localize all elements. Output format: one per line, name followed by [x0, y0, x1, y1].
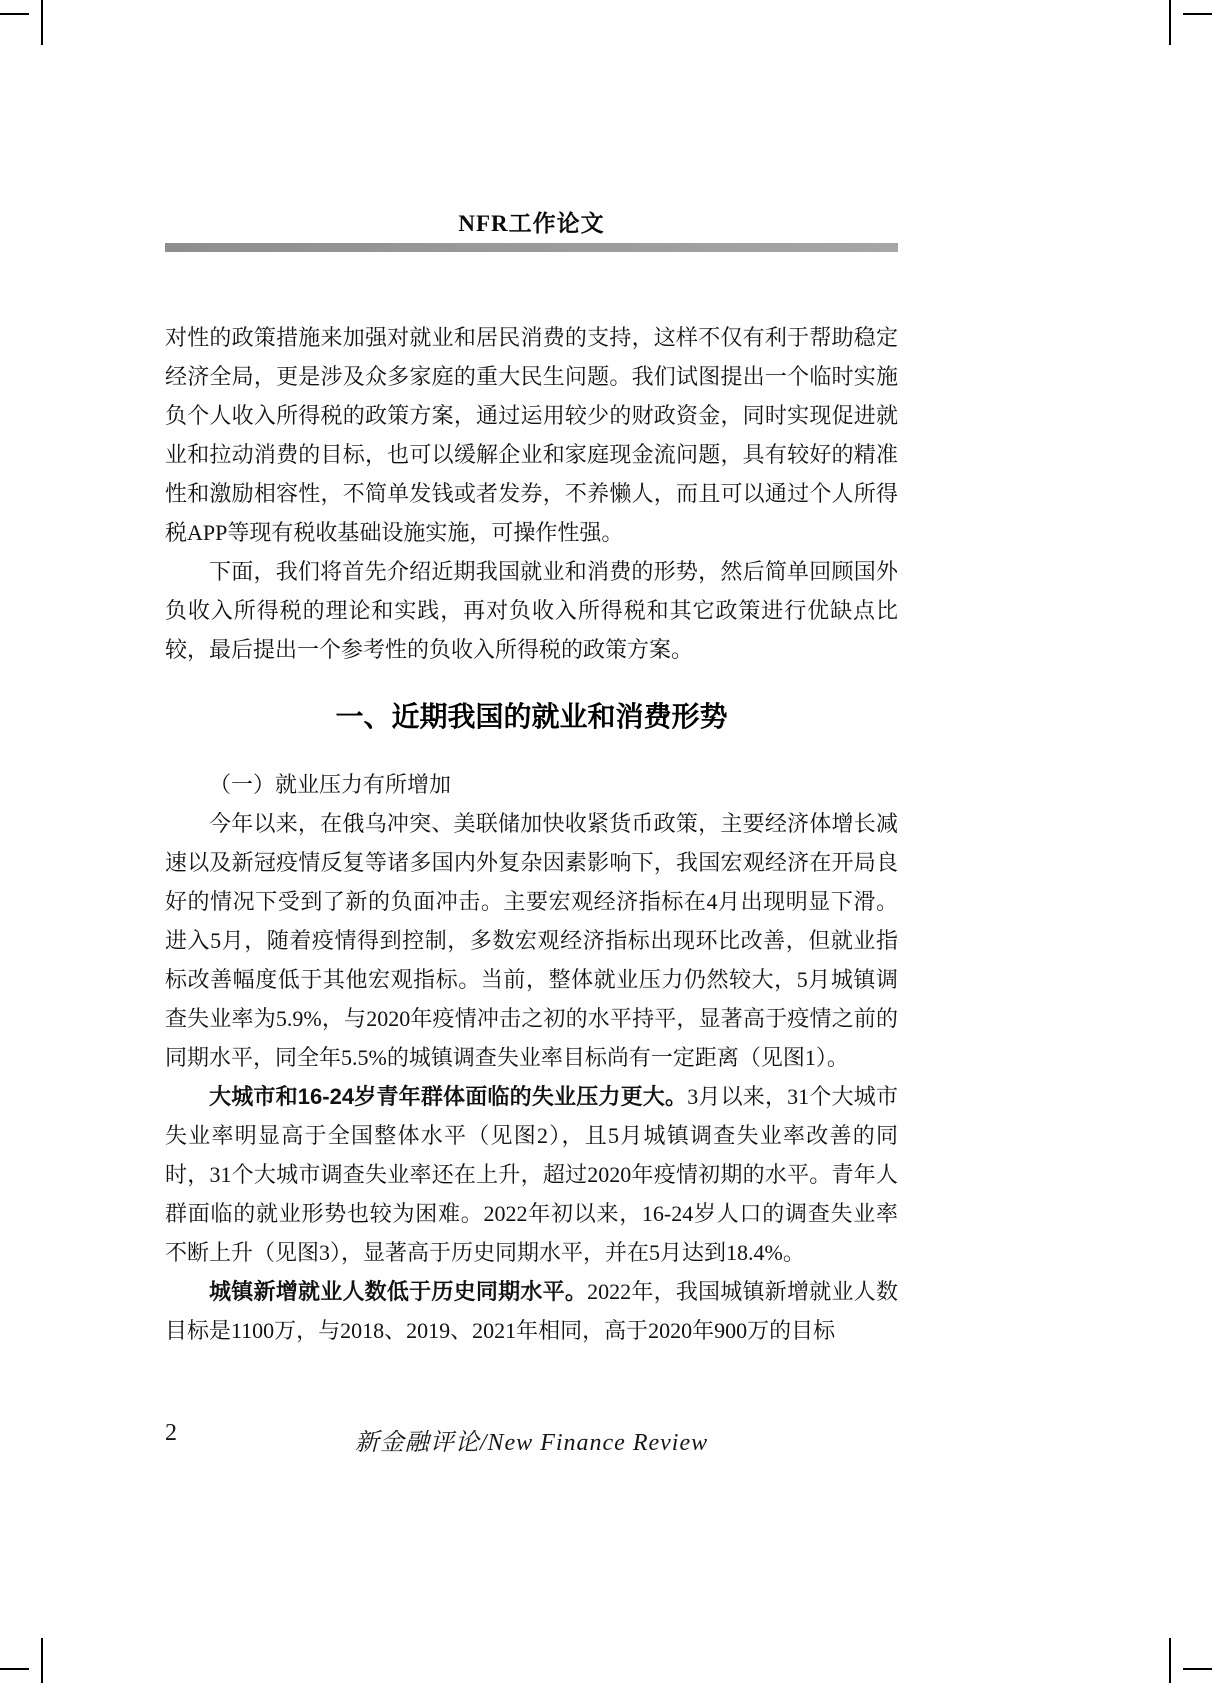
crop-mark-top-right-horizontal	[1183, 13, 1212, 15]
crop-mark-bottom-left-vertical	[41, 1638, 43, 1683]
paragraph-youth-unemployment	[165, 1077, 898, 1272]
paragraph-continuation: 对性的政策措施来加强对就业和居民消费的支持，这样不仅有利于帮助稳定经济全局，更是涉及众多家庭的重大民生问题。我们试图提出一个临时实施负个人收入所得税的政策方案，通过运用较少的财政资金，同时实现促进就业和拉动消费的目标，也可以缓解企业和家庭现金流问题，具有较好的精准性和激励相容性，不简单发钱或者发券，不养懒人，而且可以通过个人所得税APP等现有税收基础设施实施，可操作性强。	[165, 325, 898, 545]
crop-mark-bottom-left-horizontal	[0, 1668, 29, 1670]
crop-mark-top-right-vertical	[1169, 0, 1171, 45]
paragraph-macro-situation: 今年以来，在俄乌冲突、美联储加快收紧货币政策，主要经济体增长减速以及新冠疫情反复等诸多国内外复杂因素影响下，我国宏观经济在开局良好的情况下受到了新的负面冲击。主要宏观经济指标在4月出现明显下滑。进入5月，随着疫情得到控制，多数宏观经济指标出现环比改善，但就业指标改善幅度低于其他宏观指标。当前，整体就业压力仍然较大，5月城镇调查失业率为5.9%，与2020年疫情冲击之初的水平持平，显著高于疫情之前的同期水平，同全年5.5%的城镇调查失业率目标尚有一定距离（见图1）。	[165, 811, 898, 1070]
running-header-title: NFR工作论文	[458, 211, 605, 236]
header-rule	[165, 243, 898, 252]
paragraph-outline: 下面，我们将首先介绍近期我国就业和消费的形势，然后简单回顾国外负收入所得税的理论和实践，再对负收入所得税和其它政策进行优缺点比较，最后提出一个参考性的负收入所得税的政策方案。	[165, 559, 898, 662]
paragraph-youth-unemployment-bold-lead: 大城市和16-24岁青年群体面临的失业压力更大。	[209, 1084, 688, 1109]
body-text-column	[165, 318, 898, 1350]
paragraph-new-urban-jobs-text: 2022年，我国城镇新增就业人数目标是1100万，与2018、2019、2021年相同，高于2020年900万的目标	[165, 1279, 898, 1343]
section-1-heading: 一、近期我国的就业和消费形势	[335, 701, 728, 732]
subsection-1-heading: （一）就业压力有所增加	[209, 772, 452, 797]
footer-page-number: 2	[165, 1420, 177, 1446]
paragraph-youth-unemployment-text: 3月以来，31个大城市失业率明显高于全国整体水平（见图2），且5月城镇调查失业率改善的同时，31个大城市调查失业率还在上升，超过2020年疫情初期的水平。青年人群面临的就业形势也较为困难。2022年初以来，16-24岁人口的调查失业率不断上升（见图3），显著高于历史同期水平，并在5月达到18.4%。	[165, 1084, 898, 1265]
crop-mark-bottom-right-vertical	[1169, 1638, 1171, 1683]
crop-mark-top-left-horizontal	[0, 13, 29, 15]
footer-journal-title: 新金融评论/New Finance Review	[354, 1430, 709, 1456]
paragraph-new-urban-jobs-bold-lead: 城镇新增就业人数低于历史同期水平。	[209, 1279, 588, 1304]
crop-mark-bottom-right-horizontal	[1183, 1668, 1212, 1670]
crop-mark-top-left-vertical	[41, 0, 43, 45]
paragraph-new-urban-jobs	[165, 1272, 898, 1350]
